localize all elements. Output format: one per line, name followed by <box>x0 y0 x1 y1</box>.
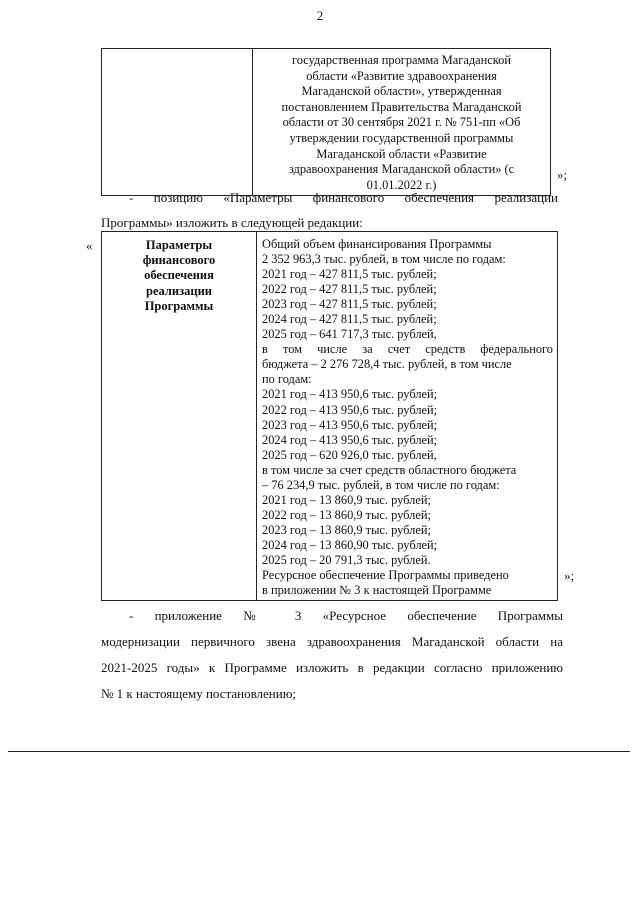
financing-line: 2025 год – 641 717,3 тыс. рублей, <box>262 327 437 342</box>
parameter-name-line: финансового <box>142 253 216 268</box>
parameter-name-line: реализации <box>146 283 212 298</box>
financing-line: 2021 год – 13 860,9 тыс. рублей; <box>262 492 431 507</box>
paragraph-line: 2021-2025 годы» к Программе изложить в редакции согласно приложению <box>101 660 563 675</box>
financing-line: 2 352 963,3 тыс. рублей, в том числе по годам: <box>262 252 506 267</box>
financing-line: в приложении № 3 к настоящей Программе <box>262 583 492 598</box>
financing-line: 2023 год – 427 811,5 тыс. рублей; <box>262 297 437 312</box>
financing-line: в том числе за счет средств федерального <box>262 342 553 357</box>
text-line: Магаданской области», утвержденная <box>301 84 502 99</box>
text-line: утверждении государственной программы <box>289 130 514 145</box>
financing-line: 2025 год – 620 926,0 тыс. рублей, <box>262 447 437 462</box>
parameter-name-line: обеспечения <box>144 268 214 283</box>
text-line: Магаданской области «Развитие <box>316 146 487 161</box>
financing-line: бюджета – 2 276 728,4 тыс. рублей, в том числе <box>262 357 512 372</box>
text-line: области «Развитие здравоохранения <box>306 68 497 83</box>
financing-line: по годам: <box>262 372 312 387</box>
financing-line: в том числе за счет средств областного бюджета <box>262 462 517 477</box>
text-line: 01.01.2022 г.) <box>366 177 437 192</box>
paragraph-line: - позицию «Параметры финансового обеспечения реализации <box>129 190 558 205</box>
parameter-name-cell <box>102 232 257 601</box>
closing-quote: »; <box>557 167 568 182</box>
paragraph-line: модернизации первичного звена здравоохранения Магаданской области на <box>101 634 563 649</box>
paragraph-line: - приложение № 3 «Ресурсное обеспечение Программы <box>129 608 563 623</box>
financing-line: 2024 год – 413 950,6 тыс. рублей; <box>262 432 438 447</box>
text-line: государственная программа Магаданской <box>291 53 512 67</box>
horizontal-rule <box>8 751 630 752</box>
financing-line: 2025 год – 20 791,3 тыс. рублей. <box>262 552 431 567</box>
financing-line: 2023 год – 413 950,6 тыс. рублей; <box>262 417 438 432</box>
opening-quote: « <box>86 238 93 253</box>
position-paragraph <box>101 185 558 235</box>
program-reference-empty-cell <box>102 49 253 196</box>
parameter-name-line: Программы <box>144 298 214 313</box>
financing-line: 2022 год – 427 811,5 тыс. рублей; <box>262 282 437 297</box>
text-line: постановлением Правительства Магаданской <box>281 99 522 114</box>
financing-line: 2021 год – 427 811,5 тыс. рублей; <box>262 267 437 282</box>
financing-line: 2024 год – 13 860,90 тыс. рублей; <box>262 537 438 552</box>
closing-quote: »; <box>564 568 575 583</box>
program-reference-text-cell <box>253 49 551 196</box>
financing-parameters-table <box>101 231 558 601</box>
paragraph-line: Программы» изложить в следующей редакции: <box>101 215 363 230</box>
appendix-paragraph <box>101 603 563 707</box>
financing-line: – 76 234,9 тыс. рублей, в том числе по годам: <box>262 477 500 492</box>
text-line: здравоохранения Магаданской области» (с <box>288 162 515 177</box>
program-reference-table <box>101 48 551 196</box>
financing-line: Ресурсное обеспечение Программы приведено <box>262 568 509 583</box>
financing-line: 2022 год – 13 860,9 тыс. рублей; <box>262 507 431 522</box>
financing-line: 2024 год – 427 811,5 тыс. рублей; <box>262 312 437 327</box>
financing-line: 2023 год – 13 860,9 тыс. рублей; <box>262 522 431 537</box>
financing-details-cell <box>257 232 558 601</box>
financing-line: Общий объем финансирования Программы <box>262 237 492 251</box>
parameter-name-line: Параметры <box>145 238 213 252</box>
financing-line: 2022 год – 413 950,6 тыс. рублей; <box>262 402 438 417</box>
paragraph-line: № 1 к настоящему постановлению; <box>101 686 297 701</box>
text-line: области от 30 сентября 2021 г. № 751-пп «Об <box>282 115 521 130</box>
page-number: 2 <box>316 8 324 23</box>
financing-line: 2021 год – 413 950,6 тыс. рублей; <box>262 387 438 402</box>
